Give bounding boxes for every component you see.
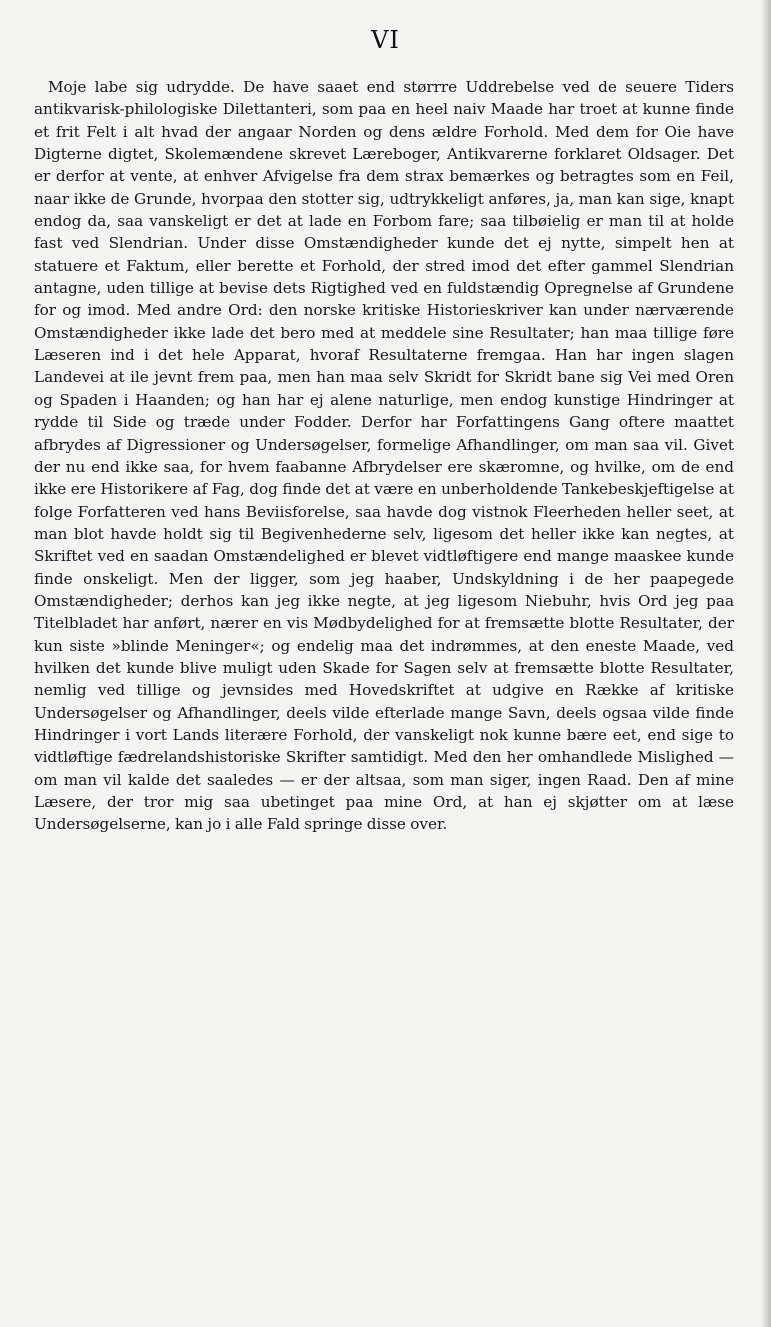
body-paragraph: Moje labe sig udrydde. De have saaet end størrre Uddrebelse ved de seuere Tiders antikvarisk-philologiske Dilettanteri, som paa en heel naiv Maade har troet at kunne finde et frit Felt i alt hvad der angaar Norden og dens ældre Forhold. Med dem for Oie have Digterne digtet, Skolemændene skrevet Læreboger, Antikvarerne forklaret Oldsager. Det er derfor at vente, at enhver Afvigelse fra dem strax bemærkes og betragtes som en Feil, naar ikke de Grunde, hvorpaa den stotter sig, udtrykkeligt anføres, ja, man kan sige, knapt endog da, saa vanskeligt er det at lade en Forbom fare; saa tilbøielig er man til at holde fast ved Slendrian. Under disse Omstændigheder kunde det ej nytte, simpelt hen at statuere et Faktum, eller berette et Forhold, der stred imod det efter gammel Slendrian antagne, uden tillige at bevise dets Rigtighed ved en fuldstændig Opregnelse af Grundene for og imod. Med andre Ord: den norske kritiske Historieskriver kan under nærværende Omstændigheder ikke lade det bero med at meddele sine Resultater; han maa tillige føre Læseren ind i det hele Apparat, hvoraf Resultaterne fremgaa. Han har ingen slagen Landevei at ile jevnt frem paa, men han maa selv Skridt for Skridt bane sig Vei med Oren og Spaden i Haanden; og han har ej alene naturlige, men endog kunstige Hindringer at rydde til Side og træde under Fodder. Derfor har Forfattingens Gang oftere maattet afbrydes af Digressioner og Undersøgelser, formelige Afhandlinger, om man saa vil. Givet der nu end ikke saa, for hvem faabanne Afbrydelser ere skæromne, og hvilke, om de end ikke ere Historikere af Fag, dog finde det at være en unberholdende Tankebeskjeftigelse at folge Forfatteren ved hans Beviisforelse, saa havde dog vistnok Fleerheden heller seet, at man blot havde holdt sig til Begivenhederne selv, ligesom det heller ikke kan negtes, at Skriftet ved en saadan Omstændelighed er blevet vidtløftigere end mange maaskee kunde finde onskeligt. Men der ligger, som jeg haaber, Undskyldning i de her paapegede Omstændigheder; derhos kan jeg ikke negte, at jeg ligesom Niebuhr, hvis Ord jeg paa Titelbladet har anført, nærer en vis Mødbydelighed for at fremsætte blotte Resultater, der kun siste »blinde Meninger«; og endelig maa det indrømmes, at den eneste Maade, ved hvilken det kunde blive muligt uden Skade for Sagen selv at fremsætte blotte Resultater, nemlig ved tillige og jevnsides med Hovedskriftet at udgive en Række af kritiske Undersøgelser og Afhandlinger, deels vilde efterlade mange Savn, deels ogsaa vilde finde Hindringer i vort Lands literære Forhold, der vanskeligt nok kunne bære eet, end sige to vidtløftige fædrelandshistoriske Skrifter samtidigt. Med den her omhandlede Mislighed — om man vil kalde det saaledes — er der altsaa, som man siger, ingen Raad. Den af mine Læsere, der tror mig saa ubetinget paa mine Ord, at han ej skjøtter om at læse Undersøgelserne, kan jo i alle Fald springe disse over. — [34, 78, 734, 834]
page-number: VI — [371, 26, 400, 54]
page-edge-shadow — [761, 0, 771, 1327]
